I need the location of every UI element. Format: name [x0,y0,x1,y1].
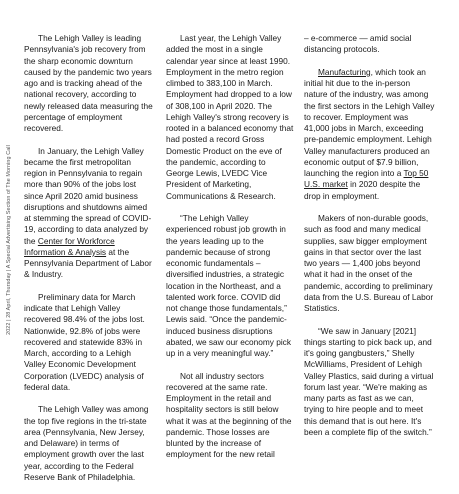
paragraph: Preliminary data for March indicate that Lehigh Valley recovered 98.4% of the jobs lost. Nationwide, 92.8% of jobs were recovered and statewide 83% in March, according to a Lehigh Valley Economic Development Corporation (LVEDC) analysis of federal data. [24,291,145,392]
article-column-1 [24,33,155,494]
article-column-3 [304,33,435,449]
side-margin [3,0,15,480]
article-column-2 [166,33,294,472]
top-50-market-link[interactable]: Top 50 U.S. market [304,168,429,190]
paragraph: “The Lehigh Valley experienced robust job growth in the years leading up to the pandemic because of strong economic fundamentals – diversified industries, a strategic location in the Northeast, and a talented work force. COVID did not change those fundamentals,” Lewis said. “Once the pandemic-induced business disruptions abated, we saw our economy pick up in a very meaningful way.” [166,213,291,358]
manufacturing-link[interactable]: Manufacturing [318,66,371,77]
paragraph: Not all industry sectors recovered at the same rate. Employment in the retail and hospitality sectors is still below what it was at the beginning of the pandemic. Those losses are blunted by the increase of employment for the new retail [166,370,292,460]
paragraph: Last year, the Lehigh Valley added the most in a single calendar year since at least 1990. Employment in the metro region climbed to 383,100 in March. Employment had dropped to a low of 308,100 in April 2020. The Lehigh Valley's strong recovery is rooted in a balanced economy that had posted a record Gross Domestic Product on the eve of the pandemic, according to George Lewis, LVEDC Vice President of Marketing, Communications & Research. [166,33,294,201]
paragraph: The Lehigh Valley is leading Pennsylvania's job recovery from the sharp economic downturn caused by the pandemic two years ago and is tracking ahead of the national recovery, according to newly released data measuring the percentage of employment recovered. [24,33,153,133]
cwia-link[interactable]: Center for Workforce Information & Analysis [24,235,115,257]
paragraph: Manufacturing, which took an initial hit due to the in-person nature of the industry, was among the first sectors in the Lehigh Valley to recover. Employment was 41,000 jobs in March, exceeding pre-pandemic employment. Lehigh Valley manufacturers produced an economic output of $7.9 billion, launching the region into a Top 50 U.S. market in 2020 despite the drop in employment. [304,66,435,201]
paragraph: Makers of non-durable goods, such as food and many medical supplies, saw bigger employment gains in that sector over the last two years — 1,400 jobs beyond what it had in the onset of the pandemic, according to preliminary data from the U.S. Bureau of Labor Statistics. [304,213,434,313]
paragraph: The Lehigh Valley was among the top five regions in the tri-state area (Pennsylvania, New Jersey, and Delaware) in terms of employment growth over the last year, according to the Federal Reserve Bank of Philadelphia. [24,404,149,482]
paragraph: “We saw in January [2021] things starting to pick back up, and it's going gangbusters,” Shelly McWilliams, President of Lehigh Valley Plastics, said during a virtual forum last year. “We're making as many parts as fast as we can, trying to hire people and to meet this demand that is out here. It's been a complete flip of the switch.” [304,325,434,437]
paragraph: In January, the Lehigh Valley became the first metropolitan region in Pennsylvania to regain more than 90% of the jobs lost since April 2020 amid business disruptions and shutdowns aimed at stemming the spread of COVID-19, according to data analyzed by the Center for Workforce Information & Analysis at the Pennsylvania Department of Labor & Industry. [24,145,152,280]
paragraph: – e-commerce — amid social distancing protocols. [304,33,412,55]
side-caption: 2022 | 28 April, Thursday | A Special Advertising Section of The Morning Call [6,145,13,335]
